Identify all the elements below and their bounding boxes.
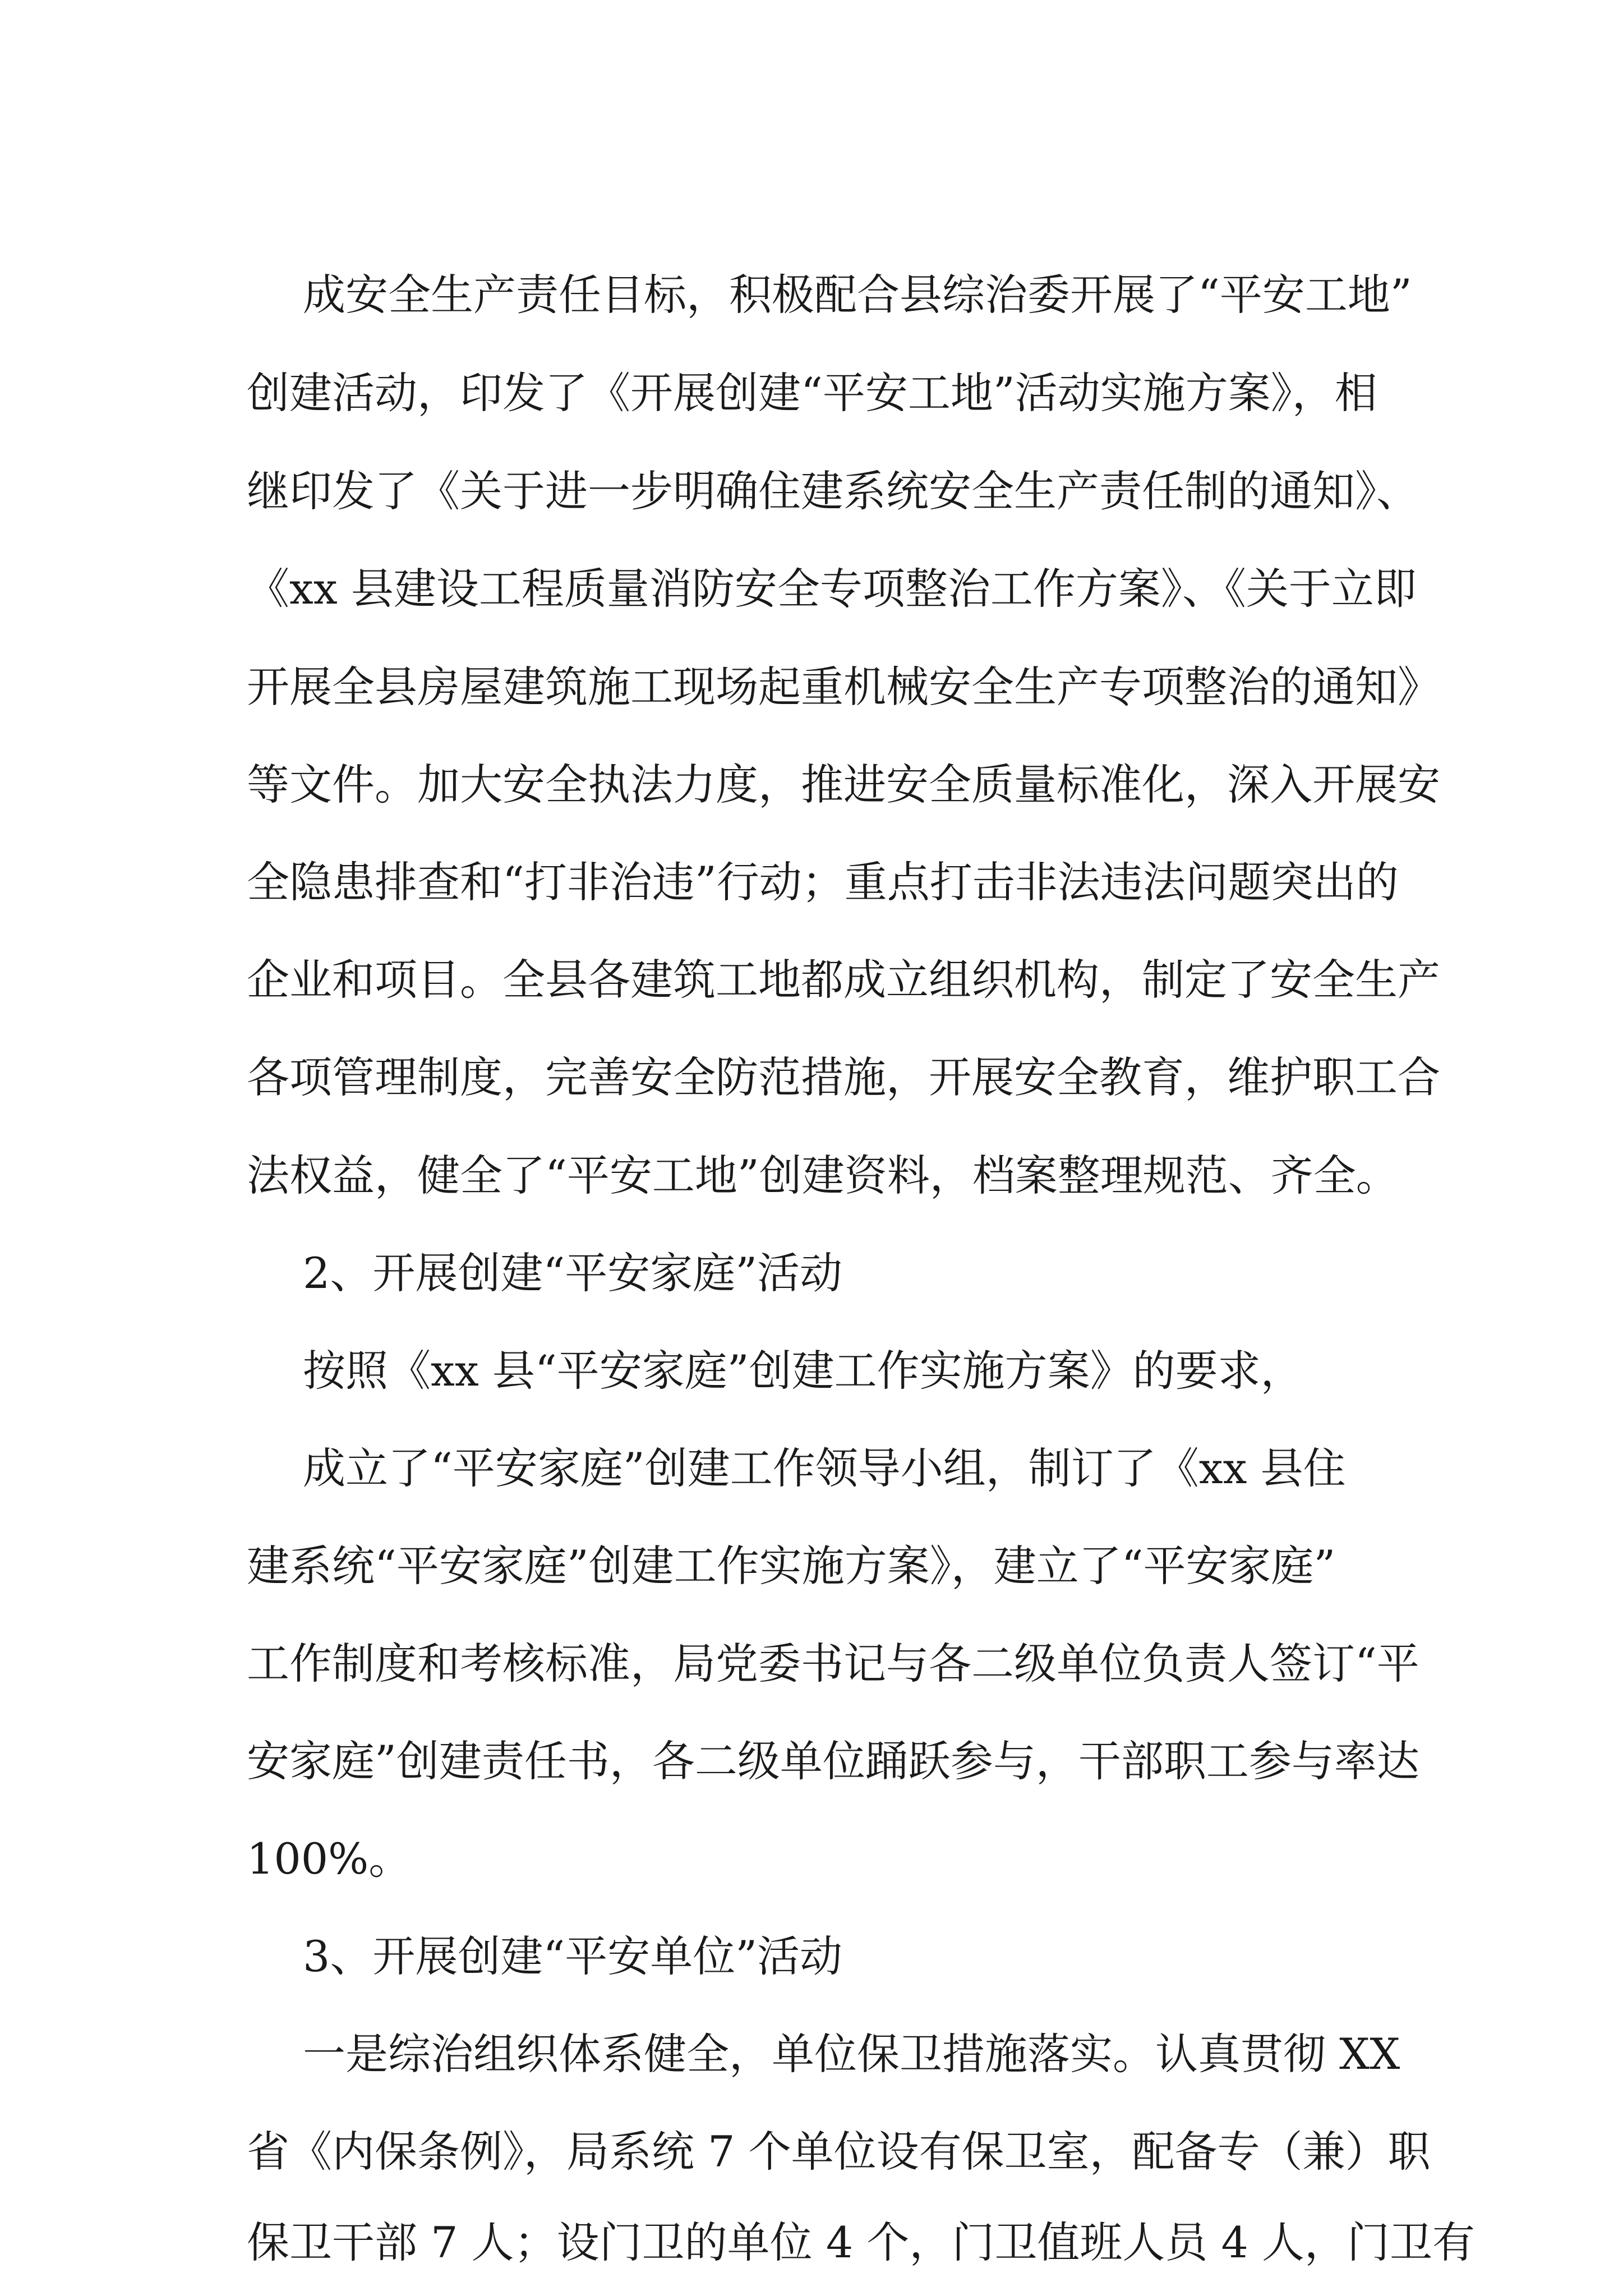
text-line: 成立了“平安家庭”创建工作领导小组，制订了《xx 县住: [303, 1443, 1346, 1493]
text-line: 一是综治组织体系健全，单位保卫措施落实。认真贯彻 XX: [303, 2029, 1400, 2079]
text-line: 《xx 县建设工程质量消防安全专项整治工作方案》、《关于立即: [247, 564, 1417, 614]
section-heading: 2、开展创建“平安家庭”活动: [303, 1248, 843, 1298]
text-line: 成安全生产责任目标，积极配合县综治委开展了“平安工地”: [303, 270, 1412, 320]
text-line: 全隐患排查和“打非治违”行动；重点打击非法违法问题突出的: [247, 857, 1399, 907]
text-line: 继印发了《关于进一步明确住建系统安全生产责任制的通知》、: [247, 466, 1419, 516]
text-line: 等文件。加大安全执法力度，推进安全质量标准化，深入开展安: [247, 760, 1440, 809]
text-line: 安家庭”创建责任书，各二级单位踊跃参与，干部职工参与率达: [247, 1736, 1419, 1786]
text-line: 按照《xx 县“平安家庭”创建工作实施方案》的要求，: [303, 1346, 1303, 1396]
text-line: 保卫干部 7 人；设门卫的单位 4 个，门卫值班人员 4 人，门卫有: [247, 2217, 1476, 2267]
text-line: 100%。: [247, 1834, 412, 1884]
section-heading: 3、开展创建“平安单位”活动: [303, 1931, 843, 1981]
text-line: 各项管理制度，完善安全防范措施，开展安全教育，维护职工合: [247, 1052, 1440, 1102]
text-line: 建系统“平安家庭”创建工作实施方案》，建立了“平安家庭”: [247, 1541, 1336, 1591]
text-line: 开展全县房屋建筑施工现场起重机械安全生产专项整治的通知》: [247, 662, 1440, 712]
text-line: 省《内保条例》，局系统 7 个单位设有保卫室，配备专（兼）职: [247, 2127, 1431, 2177]
text-line: 企业和项目。全县各建筑工地都成立组织机构，制定了安全生产: [247, 955, 1440, 1005]
text-line: 工作制度和考核标准，局党委书记与各二级单位负责人签订“平: [247, 1639, 1419, 1688]
text-line: 法权益，健全了“平安工地”创建资料，档案整理规范、齐全。: [247, 1151, 1399, 1200]
text-line: 创建活动，印发了《开展创建“平安工地”活动实施方案》，相: [247, 368, 1377, 418]
